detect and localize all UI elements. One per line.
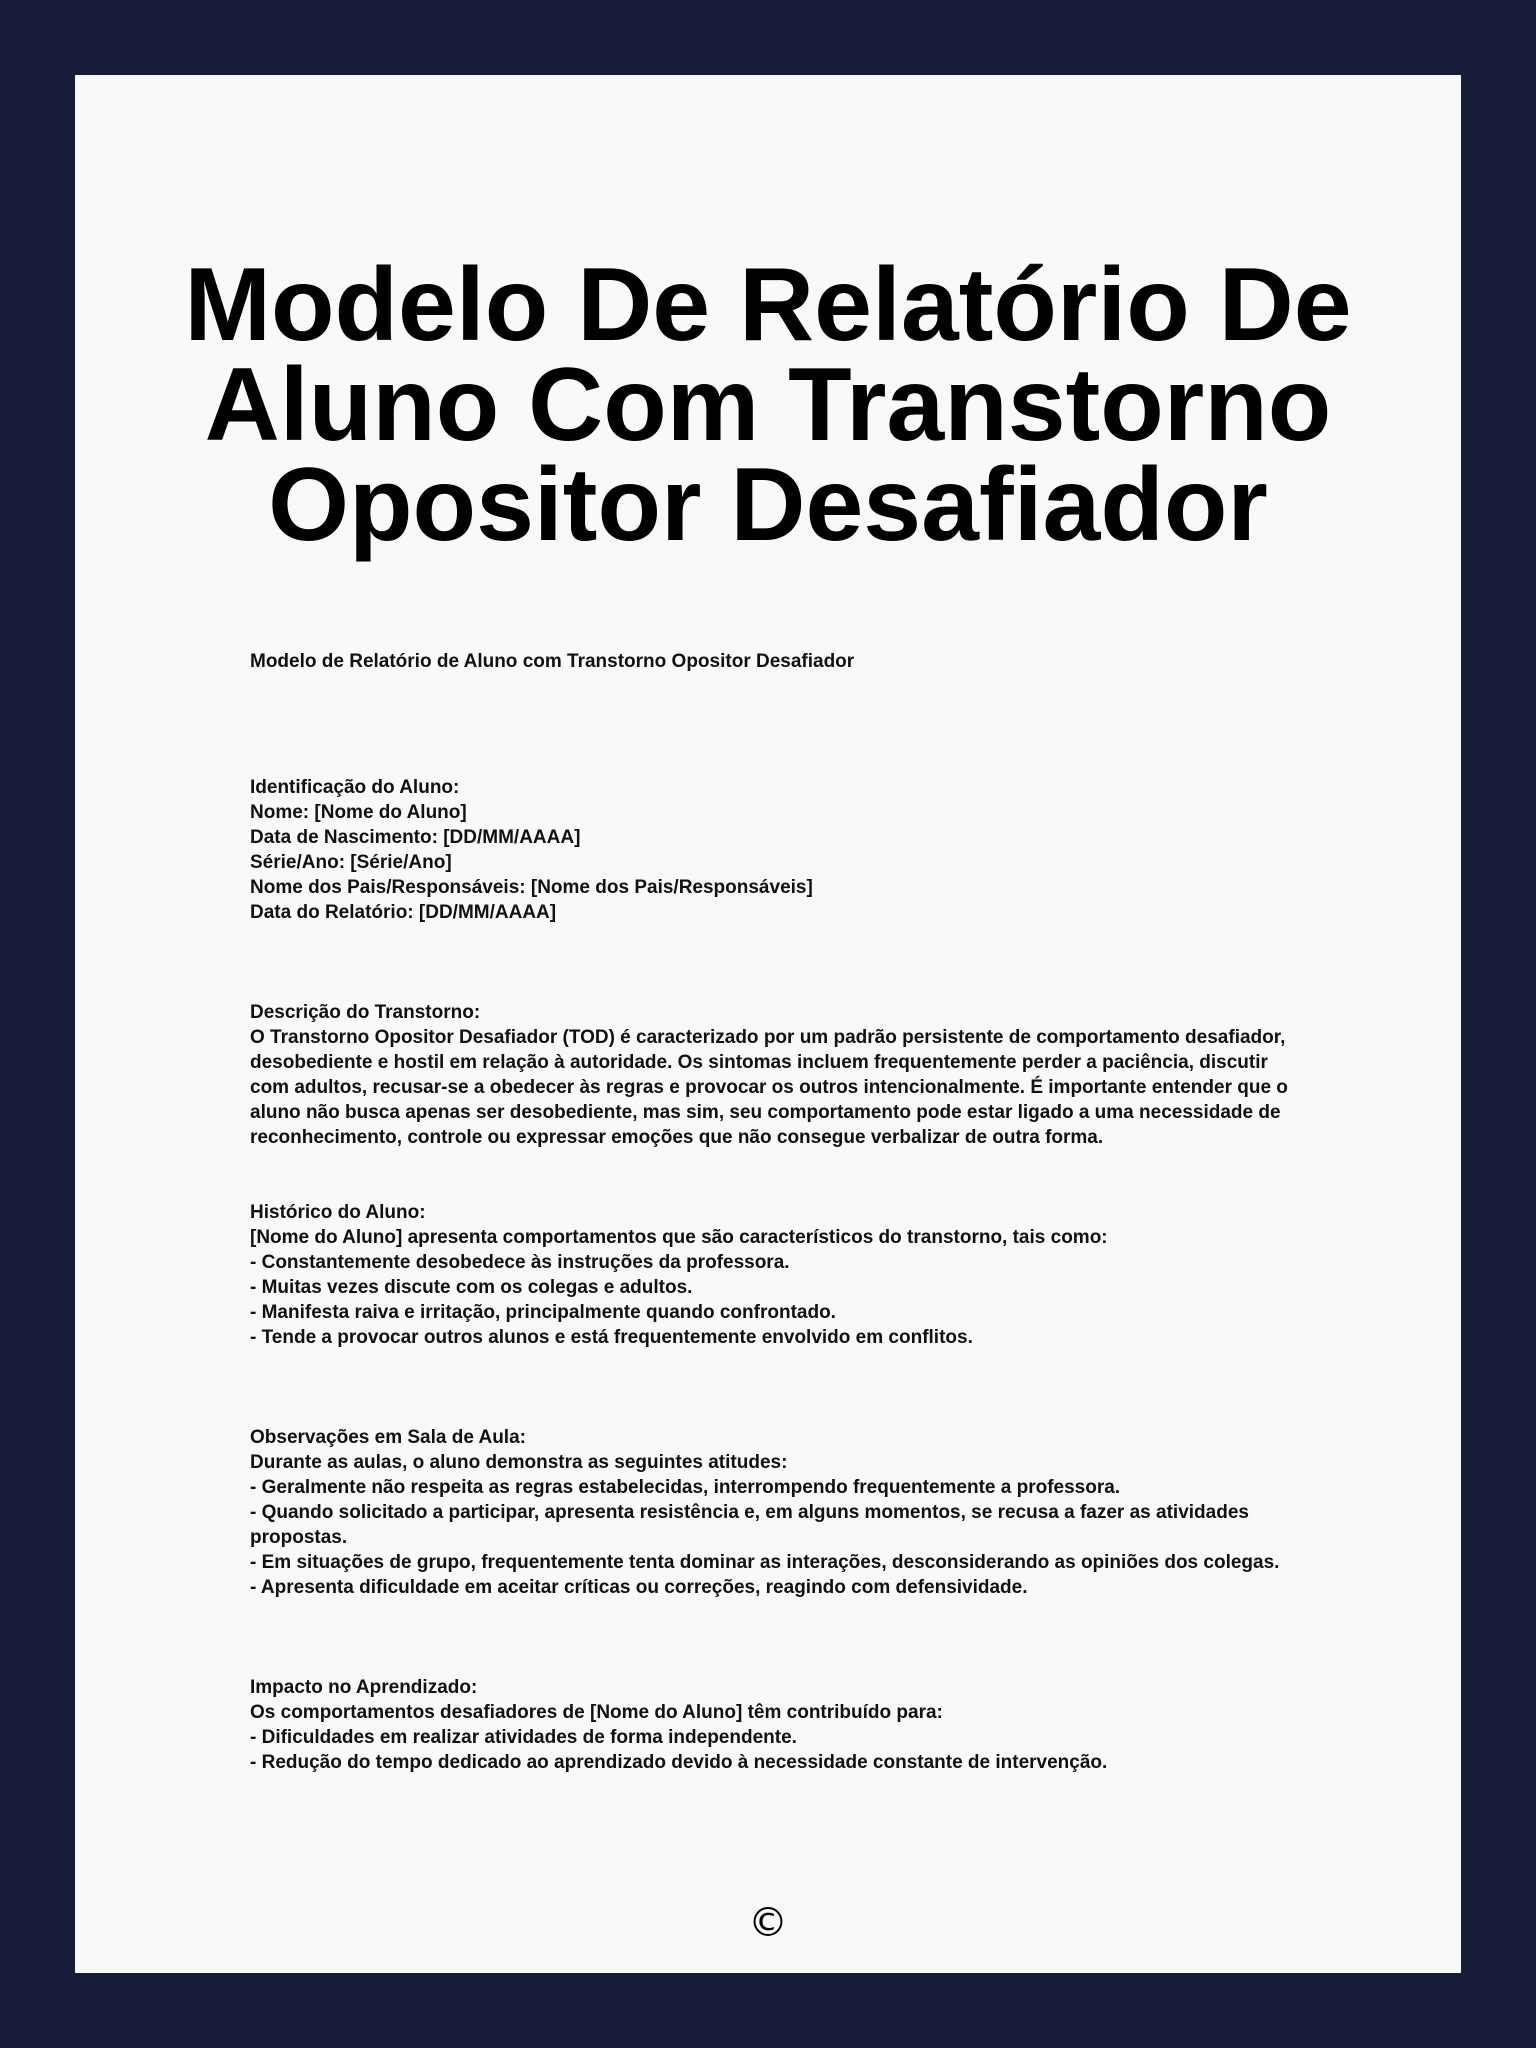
section-heading: Observações em Sala de Aula: [250,1427,526,1448]
copyright-icon: © [748,1900,788,1946]
section-line: Data do Relatório: [DD/MM/AAAA] [250,902,557,923]
section-line: [Nome do Aluno] apresenta comportamentos que são característicos do transtorno, tais como: [250,1227,1108,1248]
section-heading: Impacto no Aprendizado: [250,1677,478,1698]
section-list-item: - Geralmente não respeita as regras estabelecidas, interrompendo frequentemente a professora. [250,1477,1121,1498]
section-list-item: - Constantemente desobedece às instruções da professora. [250,1252,790,1273]
document-subtitle: Modelo de Relatório de Aluno com Transtorno Opositor Desafiador [250,651,855,672]
section-learning-impact [250,1675,1290,1775]
section-description [250,1000,1290,1150]
section-heading: Descrição do Transtorno: [250,1002,481,1023]
section-heading: Histórico do Aluno: [250,1202,426,1223]
section-identification [250,775,1290,925]
document-title: Modelo De Relatório De Aluno Com Transtorno Opositor Desafiador [184,247,1352,563]
section-line: Data de Nascimento: [DD/MM/AAAA] [250,827,581,848]
section-line: Nome: [Nome do Aluno] [250,802,467,823]
document-body [250,649,1290,1775]
section-heading: Identificação do Aluno: [250,777,460,798]
section-line: Os comportamentos desafiadores de [Nome do Aluno] têm contribuído para: [250,1702,943,1723]
section-paragraph: O Transtorno Opositor Desafiador (TOD) é caracterizado por um padrão persistente de comportamento desafiador, desobediente e hostil em relação à autoridade. Os sintomas incluem frequentemente perder a paciência, discutir com adultos, recusar-se a obedecer às regras e provocar os outros intencionalmente. É importante entender que o aluno não busca apenas ser desobediente, mas sim, seu comportamento pode estar ligado a uma necessidade de reconhecimento, controle ou expressar emoções que não consegue verbalizar de outra forma. [250,1027,1288,1148]
section-line: Série/Ano: [Série/Ano] [250,852,452,873]
section-list-item: - Muitas vezes discute com os colegas e adultos. [250,1277,693,1298]
section-list-item: - Apresenta dificuldade em aceitar críticas ou correções, reagindo com defensividade. [250,1577,1028,1598]
section-classroom-observations [250,1425,1290,1600]
section-list-item: - Manifesta raiva e irritação, principalmente quando confrontado. [250,1302,836,1323]
section-list-item: - Dificuldades em realizar atividades de forma independente. [250,1727,797,1748]
section-list-item: - Redução do tempo dedicado ao aprendizado devido à necessidade constante de intervenção. [250,1752,1108,1773]
section-line: Nome dos Pais/Responsáveis: [Nome dos Pais/Responsáveis] [250,877,813,898]
section-list-item: - Quando solicitado a participar, apresenta resistência e, em alguns momentos, se recusa a fazer as atividades propostas. [250,1502,1249,1548]
section-list-item: - Em situações de grupo, frequentemente tenta dominar as interações, desconsiderando as opiniões dos colegas. [250,1552,1280,1573]
section-line: Durante as aulas, o aluno demonstra as seguintes atitudes: [250,1452,788,1473]
document-page [75,75,1461,1973]
section-list-item: - Tende a provocar outros alunos e está frequentemente envolvido em conflitos. [250,1327,973,1348]
section-history [250,1200,1290,1350]
